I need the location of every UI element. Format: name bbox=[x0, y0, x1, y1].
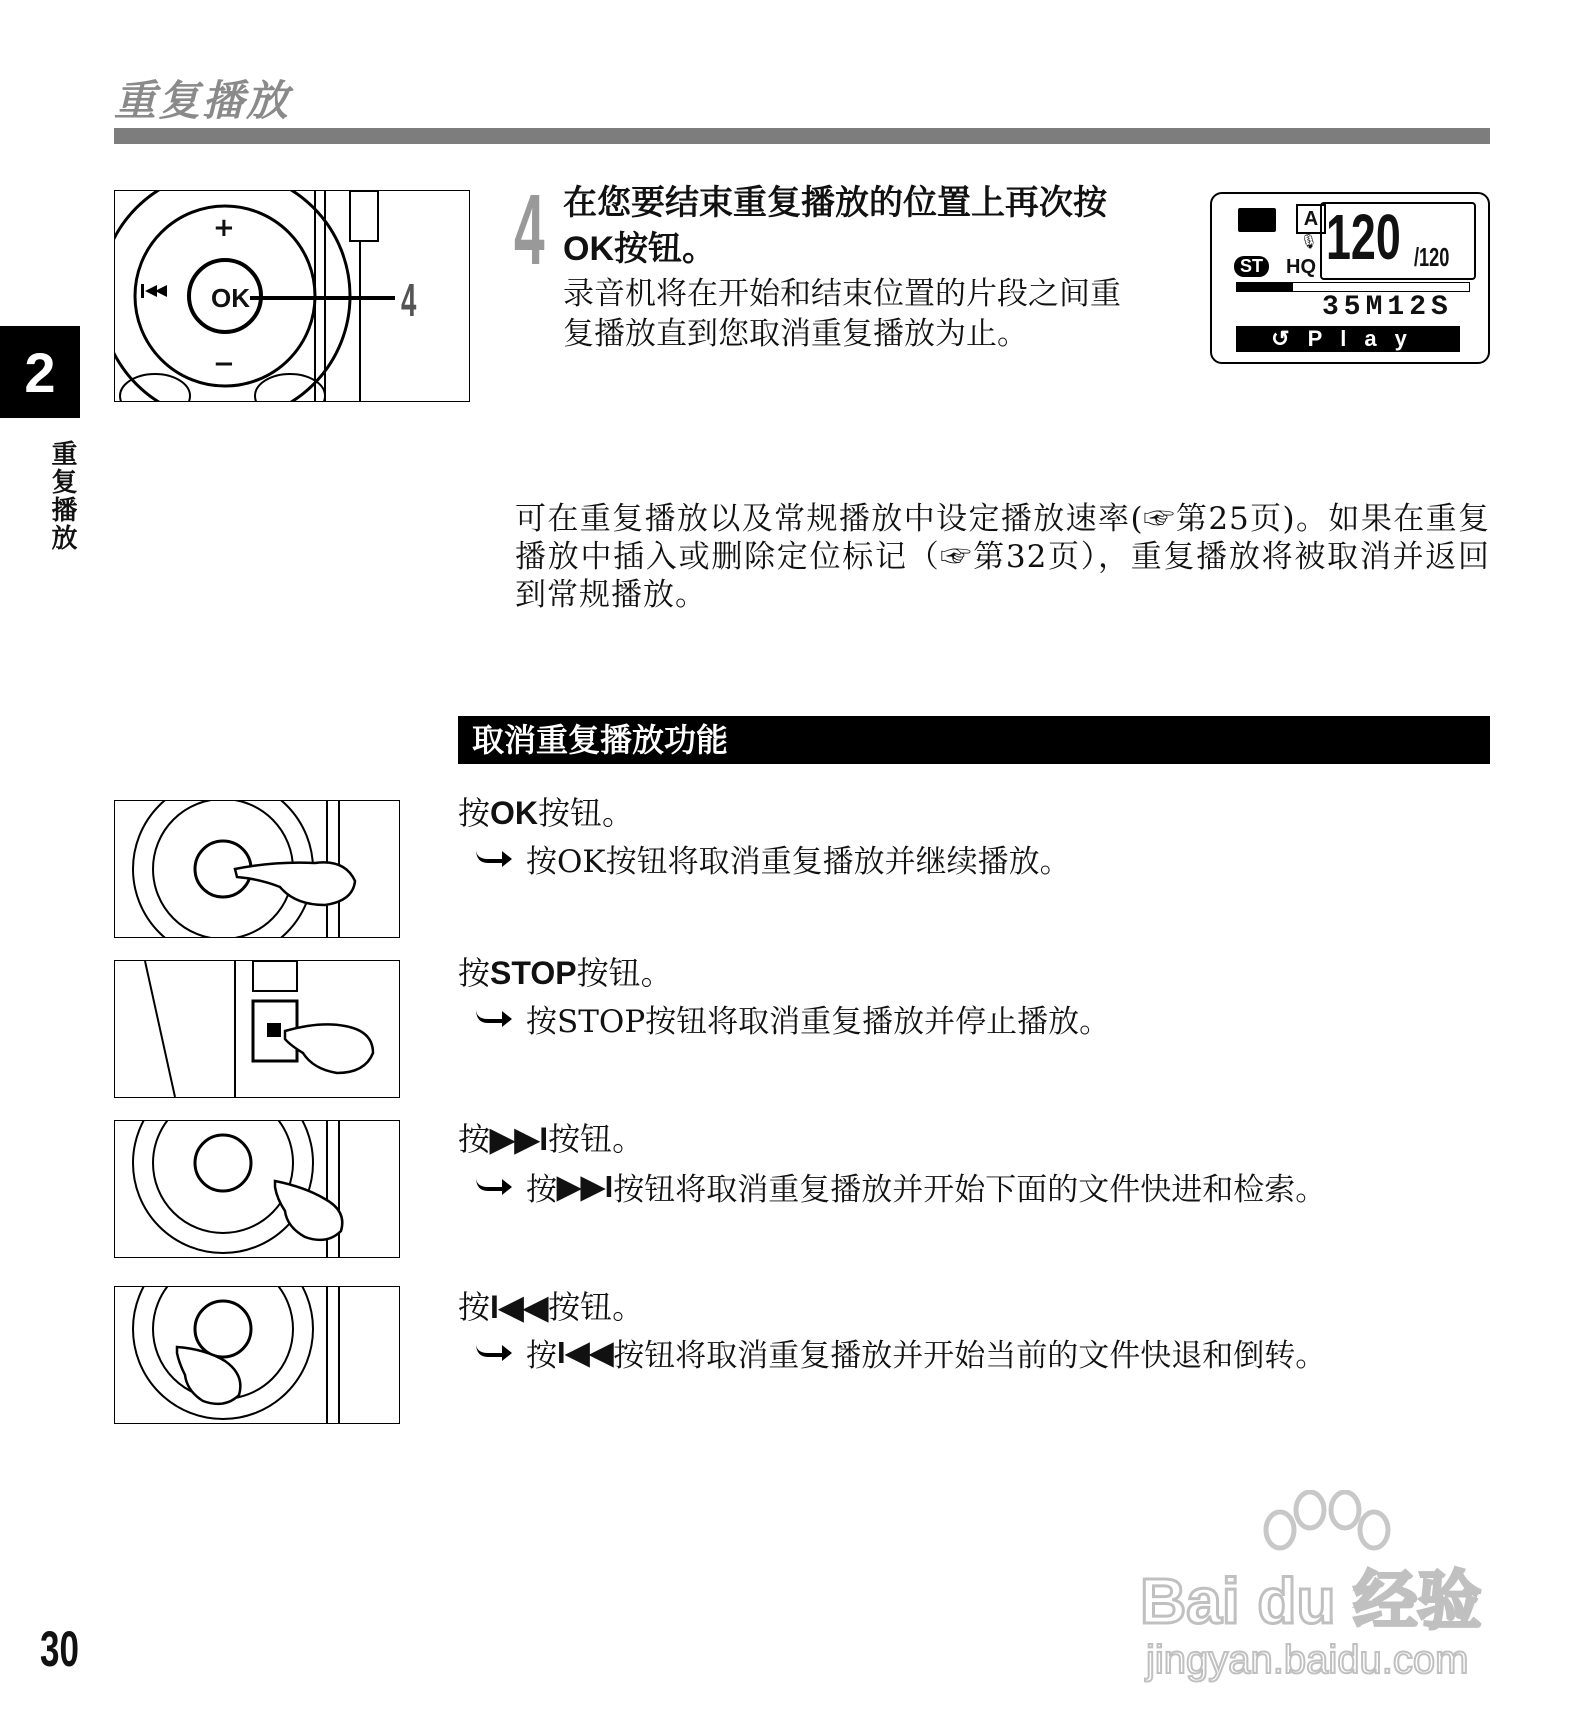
figure-rew-press bbox=[114, 1286, 400, 1424]
figure-ff-press bbox=[114, 1120, 400, 1258]
action-stop bbox=[458, 948, 673, 994]
callout-number: 4 bbox=[401, 274, 417, 326]
figure-stop-press bbox=[114, 960, 400, 1098]
file-counter-box bbox=[1320, 202, 1476, 280]
file-total: /120 bbox=[1414, 242, 1450, 272]
hand-rew-illustration bbox=[115, 1287, 399, 1423]
page-number: 30 bbox=[40, 1621, 79, 1677]
file-number: 120 bbox=[1326, 201, 1401, 273]
result-rew-prefix: 按 bbox=[526, 1338, 557, 1374]
result-stop-text: 按STOP按钮将取消重复播放并停止播放。 bbox=[526, 1004, 1111, 1040]
minus-label: − bbox=[213, 349, 235, 379]
step-heading-line1: 在您要结束重复播放的位置上再次按 bbox=[563, 183, 1107, 223]
action-ok-button: OK bbox=[490, 795, 539, 831]
mode-st: ST bbox=[1234, 256, 1269, 277]
action-ff-button: ▶▶I bbox=[490, 1121, 549, 1157]
page-header-title: 重复播放 bbox=[114, 76, 291, 125]
elapsed-time: 35M12S bbox=[1322, 292, 1453, 323]
lcd-display bbox=[1210, 192, 1490, 364]
step-heading bbox=[563, 180, 1163, 272]
progress-fill bbox=[1237, 283, 1293, 291]
result-ok bbox=[474, 836, 1071, 881]
mic-icon: 🎙 bbox=[1300, 234, 1318, 250]
action-ok-suffix: 按钮。 bbox=[538, 794, 635, 832]
action-ff-prefix: 按 bbox=[458, 1120, 491, 1158]
chapter-label: 重复播放 bbox=[47, 440, 77, 552]
note-paragraph: 可在重复播放以及常规播放中设定播放速率(☞第25页)。如果在重复播放中插入或删除定位标记（☞第32页），重复播放将被取消并返回到常规播放。 bbox=[515, 501, 1490, 613]
action-stop-suffix: 按钮。 bbox=[576, 954, 673, 992]
step-heading-line2 bbox=[563, 226, 1163, 272]
section-title: 取消重复播放功能 bbox=[458, 716, 1490, 764]
hand-ff-illustration bbox=[115, 1121, 399, 1257]
ok-inline: OK bbox=[563, 230, 614, 268]
result-ok-text: 按OK按钮将取消重复播放并继续播放。 bbox=[526, 844, 1071, 880]
watermark-brand: Bai du 经验 bbox=[1140, 1565, 1482, 1637]
step-number: 4 bbox=[514, 174, 545, 286]
step-body bbox=[563, 274, 1163, 354]
result-rew bbox=[474, 1330, 1326, 1375]
ok-label: OK bbox=[211, 283, 250, 313]
action-rew-prefix: 按 bbox=[458, 1288, 491, 1326]
progress-bar bbox=[1236, 282, 1470, 292]
action-rew bbox=[458, 1282, 644, 1328]
step-body-line1: 录音机将在开始和结束位置的片段之间重 bbox=[563, 276, 1121, 312]
action-ff bbox=[458, 1114, 644, 1160]
action-stop-prefix: 按 bbox=[458, 954, 491, 992]
result-arrow-icon bbox=[474, 1341, 514, 1365]
play-status: Play bbox=[1307, 326, 1425, 351]
result-ff-prefix: 按 bbox=[526, 1172, 557, 1208]
result-rew-text: 按钮将取消重复播放并开始当前的文件快退和倒转。 bbox=[613, 1338, 1327, 1374]
baidu-watermark bbox=[1140, 1490, 1510, 1690]
header-rule bbox=[114, 128, 1490, 144]
battery-icon bbox=[1238, 208, 1276, 232]
result-arrow-icon bbox=[474, 847, 514, 871]
chapter-tab: 2 bbox=[0, 326, 80, 418]
repeat-icon: ↺ bbox=[1271, 326, 1308, 351]
play-status-bar bbox=[1236, 326, 1460, 352]
folder-indicator: A bbox=[1296, 204, 1326, 234]
result-ff-button: ▶▶I bbox=[557, 1168, 614, 1204]
step-body-line2: 复播放直到您取消重复播放为止。 bbox=[563, 316, 1028, 352]
heading-rest: 按钮。 bbox=[614, 229, 716, 269]
action-rew-suffix: 按钮。 bbox=[548, 1288, 645, 1326]
result-ff bbox=[474, 1164, 1326, 1209]
plus-label: + bbox=[213, 213, 235, 243]
device-ok-figure bbox=[114, 190, 470, 402]
result-arrow-icon bbox=[474, 1175, 514, 1199]
action-stop-button: STOP bbox=[490, 955, 577, 991]
action-ok-prefix: 按 bbox=[458, 794, 491, 832]
action-ff-suffix: 按钮。 bbox=[548, 1120, 645, 1158]
mode-hq: HQ bbox=[1286, 256, 1316, 278]
action-rew-button: I◀◀ bbox=[490, 1289, 549, 1325]
watermark-url: jingyan.baidu.com bbox=[1146, 1638, 1469, 1682]
hand-stop-illustration bbox=[115, 961, 399, 1097]
result-stop bbox=[474, 996, 1110, 1041]
result-ff-text: 按钮将取消重复播放并开始下面的文件快进和检索。 bbox=[613, 1172, 1327, 1208]
hand-ok-illustration bbox=[115, 801, 399, 937]
action-ok bbox=[458, 788, 634, 834]
figure-ok-press bbox=[114, 800, 400, 938]
result-rew-button: I◀◀ bbox=[557, 1334, 614, 1370]
result-arrow-icon bbox=[474, 1007, 514, 1031]
